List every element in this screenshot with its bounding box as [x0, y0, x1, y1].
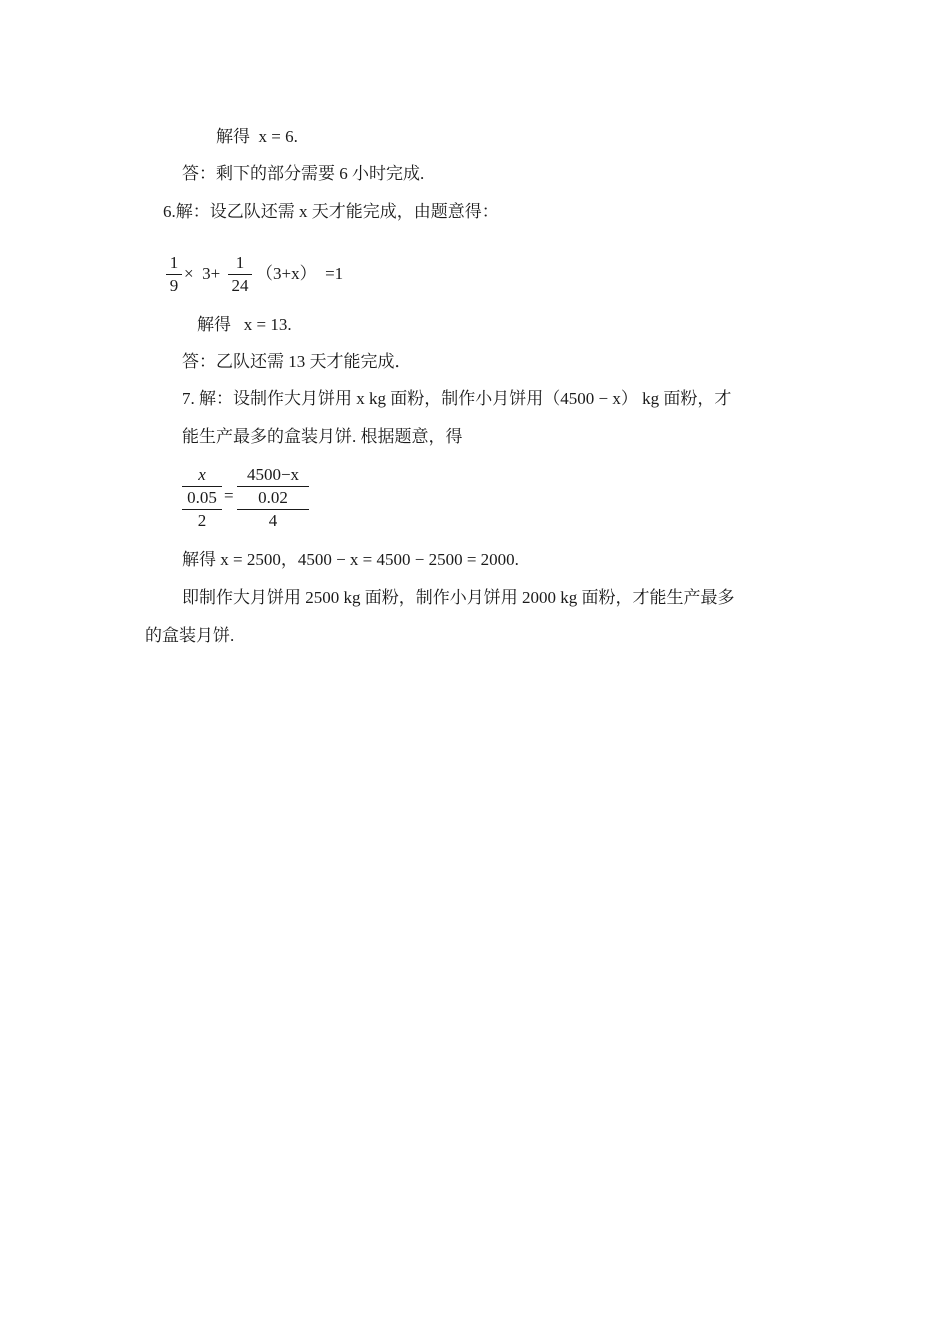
right-inner-denominator: 0.02 — [258, 488, 288, 507]
solution-line-x6: 解得 x = 6. — [216, 127, 298, 146]
fraction-bar — [166, 274, 182, 275]
fraction-bar — [237, 486, 309, 487]
fraction-bar — [228, 274, 252, 275]
fraction-bar — [182, 486, 222, 487]
equals-sign: = — [224, 486, 234, 505]
fraction-one-ninth — [166, 253, 182, 296]
solution-line-x13: 解得 x = 13. — [197, 315, 292, 334]
times-three-plus: × 3+ — [184, 264, 221, 283]
answer-line-13-days: 答：乙队还需 13 天才能完成． — [182, 352, 412, 371]
right-compound-fraction — [237, 465, 309, 531]
conclusion-line-cont: 的盒装月饼. — [145, 626, 235, 645]
left-inner-denominator: 0.05 — [187, 488, 217, 507]
left-compound-fraction — [182, 465, 222, 531]
right-denominator: 4 — [268, 511, 278, 530]
answer-line-6-hours: 答：剩下的部分需要 6 小时完成. — [182, 164, 425, 183]
problem-7-setup-cont: 能生产最多的盒装月饼. 根据题意，得 — [182, 427, 463, 446]
fraction-denominator: 9 — [169, 276, 179, 295]
left-numerator-x: x — [198, 465, 206, 484]
fraction-bar-main — [237, 509, 309, 510]
left-denominator: 2 — [197, 511, 207, 530]
fraction-one-twenty-fourth — [228, 253, 252, 296]
solution-line-x2500: 解得 x = 2500，4500 − x = 4500 − 2500 = 2000. — [182, 550, 519, 569]
fraction-numerator: 1 — [235, 253, 245, 272]
problem-7-setup: 7. 解：设制作大月饼用 x kg 面粉，制作小月饼用（4500 − x） kg 面粉，才 — [182, 389, 732, 408]
right-numerator: 4500−x — [246, 465, 300, 484]
equation-tail: （3+x） =1 — [256, 264, 344, 283]
fraction-bar-main — [182, 509, 222, 510]
conclusion-line: 即制作大月饼用 2500 kg 面粉，制作小月饼用 2000 kg 面粉，才能生产最多 — [182, 588, 735, 607]
problem-6-setup: 6.解：设乙队还需 x 天才能完成，由题意得： — [163, 202, 499, 221]
fraction-numerator: 1 — [169, 253, 179, 272]
fraction-denominator: 24 — [231, 276, 249, 295]
